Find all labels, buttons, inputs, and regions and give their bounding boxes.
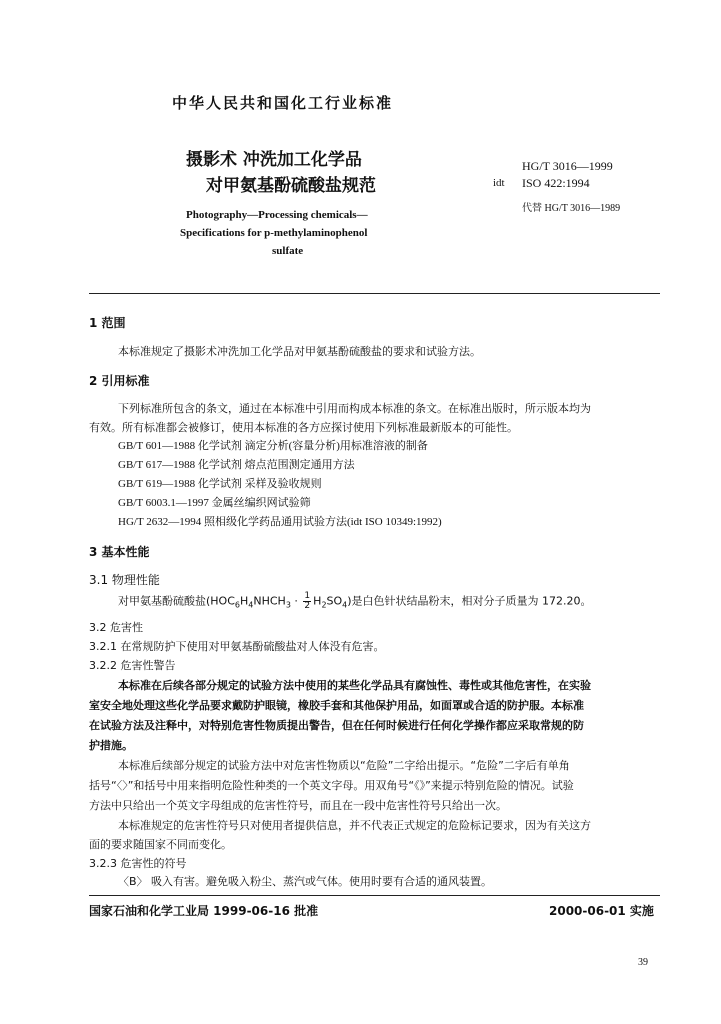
title-en-line1: Photography—Processing chemicals— bbox=[186, 209, 368, 221]
paragraph-line: 括号“〈〉”和括号中用来指明危险性种类的一个英文字母。用双角号“《》”来提示特别危险的情况。试验 bbox=[89, 779, 574, 792]
warning-bold-line: 本标准在后续各部分规定的试验方法中使用的某些化学品具有腐蚀性、毒性或其他危害性，在实验 bbox=[118, 679, 591, 692]
section-3-2-1: 3.2.1 在常规防护下使用对甲氨基酚硫酸盐对人体没有危害。 bbox=[89, 640, 385, 653]
formula-part: · bbox=[290, 594, 302, 608]
paragraph-line: 方法中只给出一个英文字母组成的危害性符号，而且在一段中危害性符号只给出一次。 bbox=[89, 799, 507, 812]
subscript: 6 bbox=[234, 600, 240, 610]
subscript: 4 bbox=[342, 600, 348, 610]
bottom-divider bbox=[89, 895, 660, 896]
implementation-date: 2000-06-01 实施 bbox=[549, 904, 654, 918]
reference-item: GB/T 601—1988 化学试剂 滴定分析(容量分析)用标准溶液的制备 bbox=[118, 440, 428, 452]
warning-bold-line: 护措施。 bbox=[89, 739, 133, 752]
title-zh-line1: 摄影术 冲洗加工化学品 bbox=[186, 150, 362, 170]
section-2-title: 2 引用标准 bbox=[89, 374, 150, 388]
standard-code: HG/T 3016—1999 bbox=[522, 159, 613, 173]
iso-code: ISO 422:1994 bbox=[522, 176, 590, 190]
formula-part: NHCH bbox=[253, 594, 286, 608]
formula-part: H bbox=[313, 594, 322, 608]
section-3-2-3-title: 3.2.3 危害性的符号 bbox=[89, 857, 187, 870]
section-3-title: 3 基本性能 bbox=[89, 545, 150, 559]
paragraph-line: 本标准规定的危害性符号只对使用者提供信息，并不代表正式规定的危险标记要求，因为有关这方 bbox=[118, 819, 591, 832]
formula-part: H bbox=[240, 594, 249, 608]
section-2-text-2: 有效。所有标准都会被修订，使用本标准的各方应探讨使用下列标准最新版本的可能性。 bbox=[89, 421, 518, 434]
subscript: 4 bbox=[248, 600, 254, 610]
formula-part: 对甲氨基酚硫酸盐(HOC bbox=[118, 594, 235, 608]
formula-part: )是白色针状结晶粉末，相对分子质量为 172.20。 bbox=[347, 594, 592, 608]
reference-item: GB/T 617—1988 化学试剂 熔点范围测定通用方法 bbox=[118, 459, 355, 471]
warning-bold-line: 室安全地处理这些化学品要求戴防护眼镜，橡胶手套和其他保护用品，如面罩或合适的防护服。本标准 bbox=[89, 699, 584, 712]
section-3-1-title: 3.1 物理性能 bbox=[89, 573, 160, 587]
title-en-line3: sulfate bbox=[272, 245, 304, 257]
paragraph-line: 面的要求随国家不同而变化。 bbox=[89, 838, 232, 851]
fraction-numerator: 1 bbox=[304, 591, 311, 601]
section-3-2-title: 3.2 危害性 bbox=[89, 621, 143, 634]
section-1-title: 1 范围 bbox=[89, 316, 126, 330]
fraction-denominator: 2 bbox=[304, 601, 311, 611]
title-en-line2: Specifications for p-methylaminophenol bbox=[180, 227, 368, 239]
section-2-text-1: 下列标准所包含的条文，通过在本标准中引用而构成本标准的条文。在标准出版时，所示版本均为 bbox=[118, 402, 591, 415]
reference-item: GB/T 619—1988 化学试剂 采样及验收规则 bbox=[118, 478, 322, 490]
reference-item: GB/T 6003.1—1997 金属丝编织网试验筛 bbox=[118, 497, 311, 509]
paragraph-line: 本标准后续部分规定的试验方法中对危害性物质以“危险”二字给出提示。“危险”二字后有单角 bbox=[118, 759, 570, 772]
hazard-symbol-b: 〈B〉 吸入有害。避免吸入粉尘、蒸汽或气体。使用时要有合适的通风装置。 bbox=[118, 875, 493, 888]
top-divider bbox=[89, 293, 660, 294]
standard-category-header: 中华人民共和国化工行业标准 bbox=[172, 94, 394, 112]
section-1-text: 本标准规定了摄影术冲洗加工化学品对甲氨基酚硫酸盐的要求和试验方法。 bbox=[118, 345, 481, 358]
formula-part: SO bbox=[326, 594, 343, 608]
reference-item: HG/T 2632—1994 照相级化学药品通用试验方法(idt ISO 10349:1992) bbox=[118, 516, 442, 528]
section-3-2-2-title: 3.2.2 危害性警告 bbox=[89, 659, 176, 672]
title-zh-line2: 对甲氨基酚硫酸盐规范 bbox=[206, 176, 376, 196]
fraction bbox=[303, 592, 311, 611]
warning-bold-line: 在试验方法及注释中，对特别危害性物质提出警告，但在任何时候进行任何化学操作都应采取常规的防 bbox=[89, 719, 584, 732]
replaces-code: 代替 HG/T 3016—1989 bbox=[522, 203, 621, 214]
subscript: 3 bbox=[285, 600, 291, 610]
idt-label: idt bbox=[493, 177, 505, 189]
section-3-1-text bbox=[118, 592, 592, 611]
subscript: 2 bbox=[321, 600, 327, 610]
page-number: 39 bbox=[638, 957, 648, 968]
approval-date: 国家石油和化学工业局 1999-06-16 批准 bbox=[89, 904, 319, 918]
